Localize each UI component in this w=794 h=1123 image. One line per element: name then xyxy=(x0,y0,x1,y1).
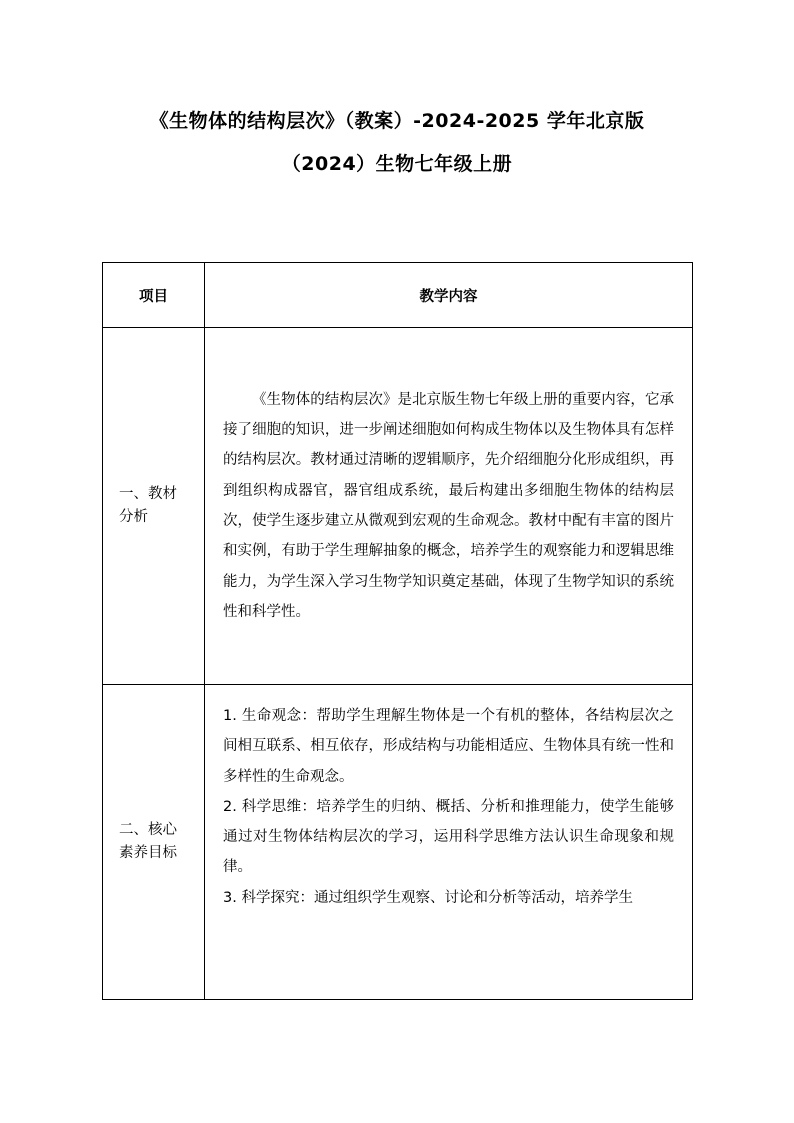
row-item-label: 二、核心素养目标 xyxy=(103,685,205,1000)
header-content: 教学内容 xyxy=(205,263,693,328)
row-content xyxy=(205,328,693,685)
content-paragraph: 2. 科学思维：培养学生的归纳、概括、分析和推理能力，使学生能够通过对生物体结构层次的学习，运用科学思维方法认识生命现象和规律。 xyxy=(223,798,674,876)
document-title-line2: （2024）生物七年级上册 xyxy=(281,153,513,175)
table-header-row xyxy=(103,263,693,328)
header-item: 项目 xyxy=(103,263,205,328)
row-content xyxy=(205,685,693,1000)
content-paragraph: 《生物体的结构层次》是北京版生物七年级上册的重要内容，它承接了细胞的知识，进一步阐述细胞如何构成生物体以及生物体具有怎样的结构层次。教材通过清晰的逻辑顺序，先介绍细胞分化形成组织，再到组织构成器官，器官组成系统，最后构建出多细胞生物体的结构层次，使学生逐步建立从微观到宏观的生命观念。教材中配有丰富的图片和实例，有助于学生理解抽象的概念，培养学生的观察能力和逻辑思维能力，为学生深入学习生物学知识奠定基础，体现了生物学知识的系统性和科学性。 xyxy=(223,391,674,620)
content-paragraph: 1. 生命观念：帮助学生理解生物体是一个有机的整体，各结构层次之间相互联系、相互依存，形成结构与功能相适应、生物体具有统一性和多样性的生命观念。 xyxy=(223,708,674,785)
content-paragraph: 3. 科学探究：通过组织学生观察、讨论和分析等活动，培养学生 xyxy=(223,889,633,906)
row-item-label: 一、教材分析 xyxy=(103,328,205,685)
document-title-line1: 《生物体的结构层次》（教案）-2024-2025 学年北京版 xyxy=(149,110,645,132)
table-row xyxy=(103,685,693,1000)
lesson-plan-table xyxy=(102,262,693,1000)
table-row xyxy=(103,328,693,685)
